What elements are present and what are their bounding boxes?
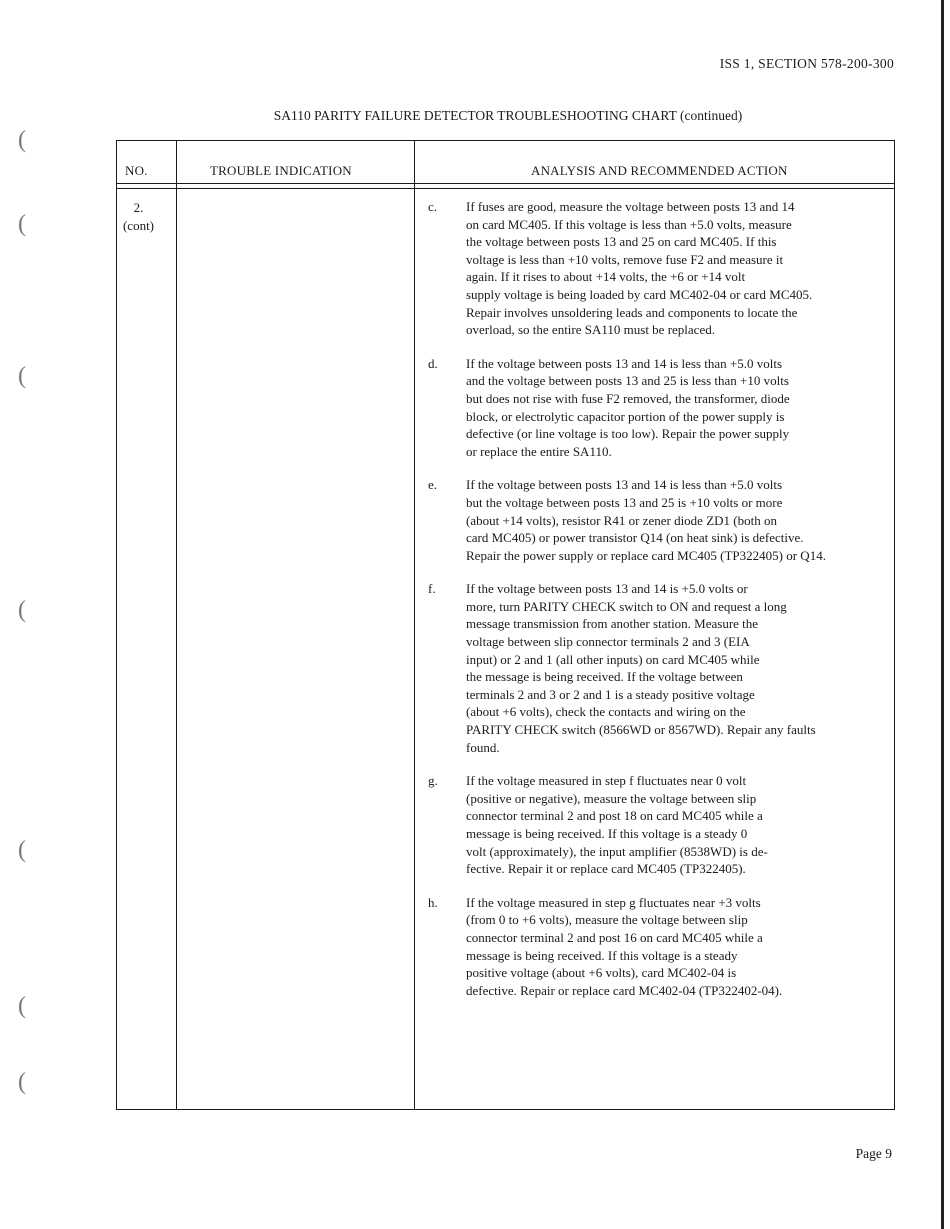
column-header-no: NO. (125, 163, 148, 178)
step-line: again. If it rises to about +14 volts, the +6 or +14 volt (466, 269, 746, 285)
step-line: fective. Repair it or replace card MC405 (TP322405). (466, 861, 746, 877)
step-line: If fuses are good, measure the voltage between posts 13 and 14 (466, 199, 795, 214)
step-line: Repair involves unsoldering leads and components to locate the (466, 304, 798, 320)
step-line: positive voltage (about +6 volts), card MC402-04 is (466, 965, 737, 981)
step-label: h. (428, 894, 438, 910)
analysis-step (428, 772, 890, 878)
margin-punch-mark: ( (18, 211, 26, 237)
troubleshooting-table (116, 140, 895, 1110)
row-number: 2. (133, 200, 144, 215)
issue-section-header: ISS 1, SECTION 578-200-300 (719, 56, 894, 71)
margin-punch-mark: ( (18, 363, 26, 389)
step-line: (from 0 to +6 volts), measure the voltage between slip (466, 912, 748, 928)
step-line: volt (approximately), the input amplifier (8538WD) is de- (466, 843, 768, 859)
step-line: the message is being received. If the voltage between (466, 669, 743, 685)
step-line: or replace the entire SA110. (466, 443, 612, 459)
step-line: found. (466, 739, 500, 755)
step-line: block, or electrolytic capacitor portion of the power supply is (466, 408, 785, 424)
step-line: input) or 2 and 1 (all other inputs) on card MC405 while (466, 651, 760, 667)
analysis-step (428, 198, 890, 339)
step-line: PARITY CHECK switch (8566WD or 8567WD). Repair any faults (466, 722, 816, 738)
step-line: If the voltage between posts 13 and 14 is less than +5.0 volts (466, 355, 783, 371)
step-line: Repair the power supply or replace card MC405 (TP322405) or Q14. (466, 547, 826, 563)
step-label: e. (428, 477, 438, 493)
margin-punch-mark: ( (18, 993, 26, 1019)
step-label: g. (428, 773, 438, 789)
column-divider (176, 141, 177, 1109)
chart-title: SA110 PARITY FAILURE DETECTOR TROUBLESHOOTING CHART (continued) (273, 108, 743, 123)
analysis-step (428, 355, 890, 461)
step-line: connector terminal 2 and post 18 on card MC405 while a (466, 808, 763, 824)
step-line: If the voltage measured in step g fluctuates near +3 volts (466, 894, 761, 910)
margin-punch-mark: ( (18, 837, 26, 863)
row-number-note: (cont) (122, 217, 155, 233)
step-line: voltage is less than +10 volts, remove fuse F2 and measure it (466, 251, 784, 267)
step-line: connector terminal 2 and post 16 on card MC405 while a (466, 929, 763, 945)
step-line: If the voltage between posts 13 and 14 is less than +5.0 volts (466, 477, 783, 493)
step-label: c. (428, 199, 438, 214)
step-line: (positive or negative), measure the voltage between slip (466, 790, 757, 806)
step-line: more, turn PARITY CHECK switch to ON and request a long (466, 598, 787, 614)
step-line: (about +14 volts), resistor R41 or zener diode ZD1 (both on (466, 512, 777, 528)
step-line: defective (or line voltage is too low). Repair the power supply (466, 426, 790, 442)
step-line: message transmission from another station. Measure the (466, 616, 759, 632)
step-line: If the voltage between posts 13 and 14 is +5.0 volts or (466, 581, 748, 597)
step-line: message is being received. If this voltage is a steady (466, 947, 738, 963)
header-rule (117, 183, 894, 184)
step-line: (about +6 volts), check the contacts and wiring on the (466, 704, 746, 720)
analysis-steps (428, 198, 890, 1015)
margin-punch-mark: ( (18, 127, 26, 153)
column-header-analysis: ANALYSIS AND RECOMMENDED ACTION (531, 163, 788, 178)
step-line: but does not rise with fuse F2 removed, the transformer, diode (466, 390, 790, 406)
header-rule (117, 188, 894, 189)
step-line: voltage between slip connector terminals 2 and 3 (EIA (466, 634, 750, 650)
step-text (466, 198, 890, 339)
row-number-cell (117, 199, 160, 234)
column-divider (414, 141, 415, 1109)
step-line: If the voltage measured in step f fluctuates near 0 volt (466, 773, 747, 789)
step-text (466, 580, 890, 756)
step-text (466, 894, 890, 1000)
margin-punch-mark: ( (18, 597, 26, 623)
analysis-step (428, 894, 890, 1000)
step-line: overload, so the entire SA110 must be replaced. (466, 322, 715, 338)
page-number: Page 9 (855, 1146, 892, 1161)
analysis-step (428, 476, 890, 564)
analysis-step (428, 580, 890, 756)
step-text (466, 355, 890, 461)
step-line: defective. Repair or replace card MC402-04 (TP322402-04). (466, 982, 783, 998)
step-label: f. (428, 581, 436, 597)
step-line: on card MC405. If this voltage is less than +5.0 volts, measure (466, 216, 792, 232)
column-header-trouble-indication: TROUBLE INDICATION (210, 163, 352, 178)
step-line: supply voltage is being loaded by card MC402-04 or card MC405. (466, 286, 813, 302)
step-line: and the voltage between posts 13 and 25 is less than +10 volts (466, 373, 789, 389)
step-line: terminals 2 and 3 or 2 and 1 is a steady positive voltage (466, 686, 755, 702)
step-label: d. (428, 355, 438, 371)
step-text (466, 772, 890, 878)
margin-punch-mark: ( (18, 1069, 26, 1095)
step-text (466, 476, 890, 564)
step-line: card MC405) or power transistor Q14 (on heat sink) is defective. (466, 530, 804, 546)
step-line: but the voltage between posts 13 and 25 is +10 volts or more (466, 494, 783, 510)
page-edge-shadow (941, 0, 944, 1229)
step-line: the voltage between posts 13 and 25 on card MC405. If this (466, 234, 777, 250)
step-line: message is being received. If this voltage is a steady 0 (466, 826, 748, 841)
